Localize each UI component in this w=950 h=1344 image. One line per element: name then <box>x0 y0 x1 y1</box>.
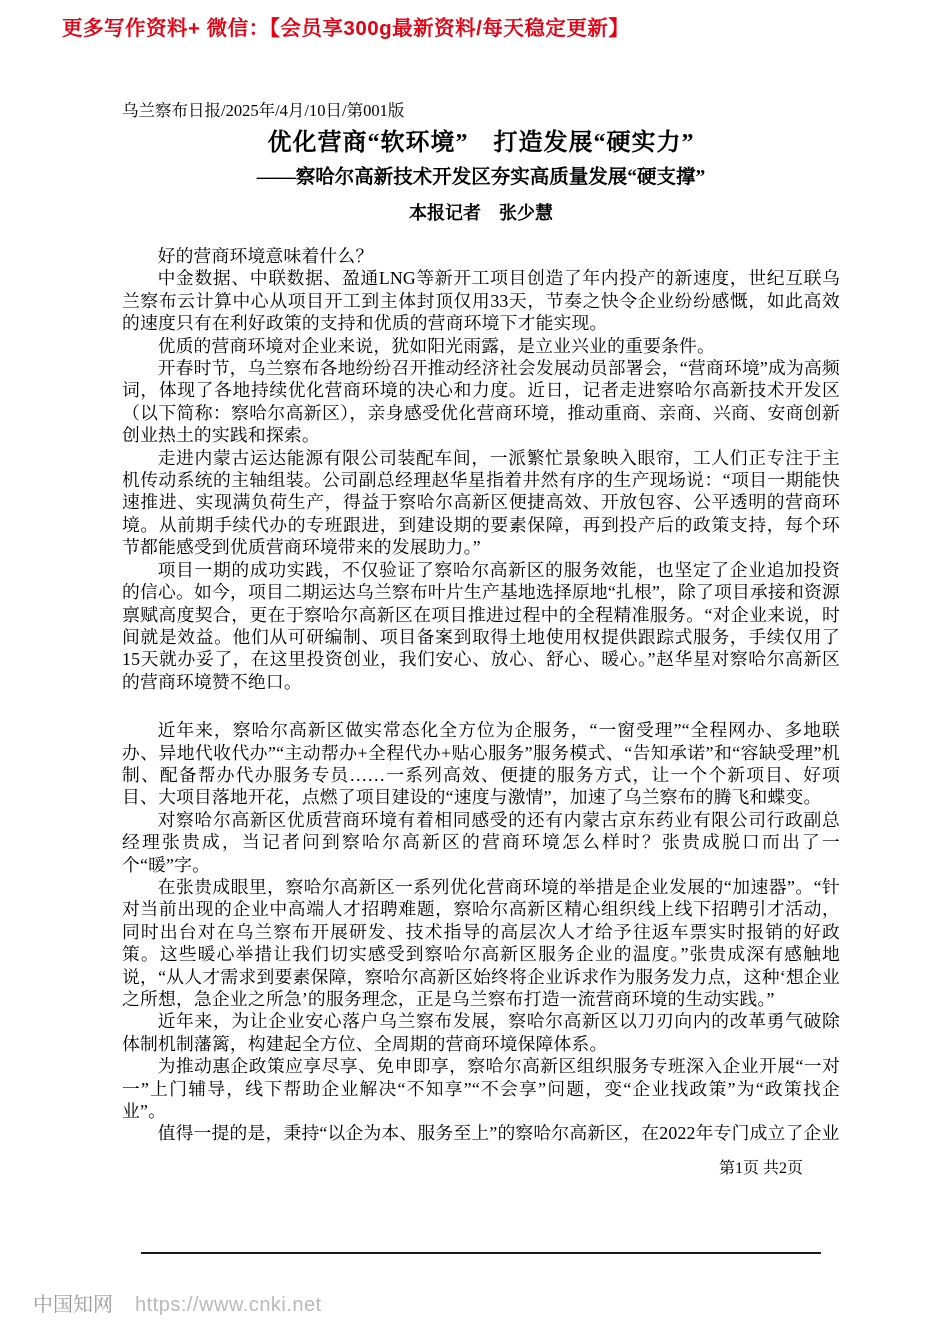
article-paragraph: 项目一期的成功实践，不仅验证了察哈尔高新区的服务效能，也坚定了企业追加投资的信心。如今，项目二期运达乌兰察布叶片生产基地选择原地“扎根”，除了项目承接和资源禀赋高度契合，更在于察哈尔高新区在项目推进过程中的全程精准服务。“对企业来说，时间就是效益。他们从可研编制、项目备案到取得土地使用权提供跟踪式服务，手续仅用了15天就办妥了，在这里投资创业，我们安心、放心、舒心、暖心。”赵华星对察哈尔高新区的营商环境赞不绝口。 <box>122 559 840 692</box>
article-paragraph: 为推动惠企政策应享尽享、免申即享，察哈尔高新区组织服务专班深入企业开展“一对一”上门辅导，线下帮助企业解决“不知享”“不会享”问题，变“企业找政策”为“政策找企业”。 <box>122 1056 840 1122</box>
footer-divider <box>141 1252 821 1254</box>
article-paragraph: 优质的营商环境对企业来说，犹如阳光雨露，是立业兴业的重要条件。 <box>157 335 716 356</box>
article-subtitle: ——察哈尔高新技术开发区夯实高质量发展“硬支撑” <box>256 167 706 188</box>
article-paragraph: 近年来，为让企业安心落户乌兰察布发展，察哈尔高新区以刀刃向内的改革勇气破除体制机制藩篱，构建起全方位、全周期的营商环境保障体系。 <box>122 1011 840 1054</box>
article-body <box>122 245 840 1145</box>
article-paragraph: 在张贵成眼里，察哈尔高新区一系列优化营商环境的举措是企业发展的“加速器”。“针对当前出现的企业中高端人才招聘难题，察哈尔高新区精心组织线上线下招聘引才活动，同时出台对在乌兰察布开展研发、技术指导的高层次人才给予往返车票实时报销的好政策。这些暖心举措让我们切实感受到察哈尔高新区服务企业的温度。”张贵成深有感触地说，“从人才需求到要素保障，察哈尔高新区始终将企业诉求作为服务发力点，这种‘想企业之所想，急企业之所急’的服务理念，正是乌兰察布打造一流营商环境的生动实践。” <box>122 876 840 1009</box>
cnki-url: https://www.cnki.net <box>135 1294 322 1316</box>
promo-banner: 更多写作资料+ 微信：【会员享300g最新资料/每天稳定更新】 <box>62 17 630 40</box>
article-title: 优化营商“软环境” 打造发展“硬实力” <box>267 130 695 156</box>
page-indicator: 第1页 共2页 <box>718 1159 803 1177</box>
article-paragraph: 好的营商环境意味着什么？ <box>157 246 374 266</box>
article-paragraph: 近年来，察哈尔高新区做实常态化全方位为企服务，“一窗受理”“全程网办、多地联办、异地代收代办”“主动帮办+全程代办+贴心服务”服务模式、“告知承诺”和“容缺受理”机制、配备帮办代办服务专员……一系列高效、便捷的服务方式，让一个个新项目、好项目、大项目落地开花，点燃了项目建设的“速度与激情”，加速了乌兰察布的腾飞和蝶变。 <box>122 720 840 808</box>
article-paragraph: 中金数据、中联数据、盈通LNG等新开工项目创造了年内投产的新速度，世纪互联乌兰察布云计算中心从项目开工到主体封顶仅用33天，节奏之快令企业纷纷感慨，如此高效的速度只有在利好政策的支持和优质的营商环境下才能实现。 <box>122 268 840 334</box>
article-byline: 本报记者 张少慧 <box>409 203 553 223</box>
article-paragraph: 走进内蒙古运达能源有限公司装配车间，一派繁忙景象映入眼帘，工人们正专注于主机传动系统的主轴组装。公司副总经理赵华星指着井然有序的生产现场说：“项目一期能快速推进、实现满负荷生产，得益于察哈尔高新区便捷高效、开放包容、公平透明的营商环境。从前期手续代办的专班跟进，到建设期的要素保障，再到投产后的政策支持，每个环节都能感受到优质营商环境带来的发展助力。” <box>122 447 840 558</box>
publication-source-line: 乌兰察布日报/2025年/4月/10日/第001版 <box>122 101 405 120</box>
article-paragraph: 对察哈尔高新区优质营商环境有着相同感受的还有内蒙古京东药业有限公司行政副总经理张贵成，当记者问到察哈尔高新区的营商环境怎么样时？张贵成脱口而出了一个“暖”字。 <box>122 809 840 875</box>
article-paragraph: 开春时节，乌兰察布各地纷纷召开推动经济社会发展动员部署会，“营商环境”成为高频词，体现了各地持续优化营商环境的决心和力度。近日，记者走进察哈尔高新技术开发区（以下简称：察哈尔高新区），亲身感受优化营商环境，推动重商、亲商、兴商、安商创新创业热土的实践和探索。 <box>122 358 840 446</box>
cnki-watermark <box>33 1293 322 1317</box>
cnki-logo-text: 中国知网 <box>33 1294 113 1316</box>
article-paragraph: 值得一提的是，秉持“以企为本、服务至上”的察哈尔高新区，在2022年专门成立了企业 <box>157 1123 840 1144</box>
article-page <box>122 101 840 1179</box>
